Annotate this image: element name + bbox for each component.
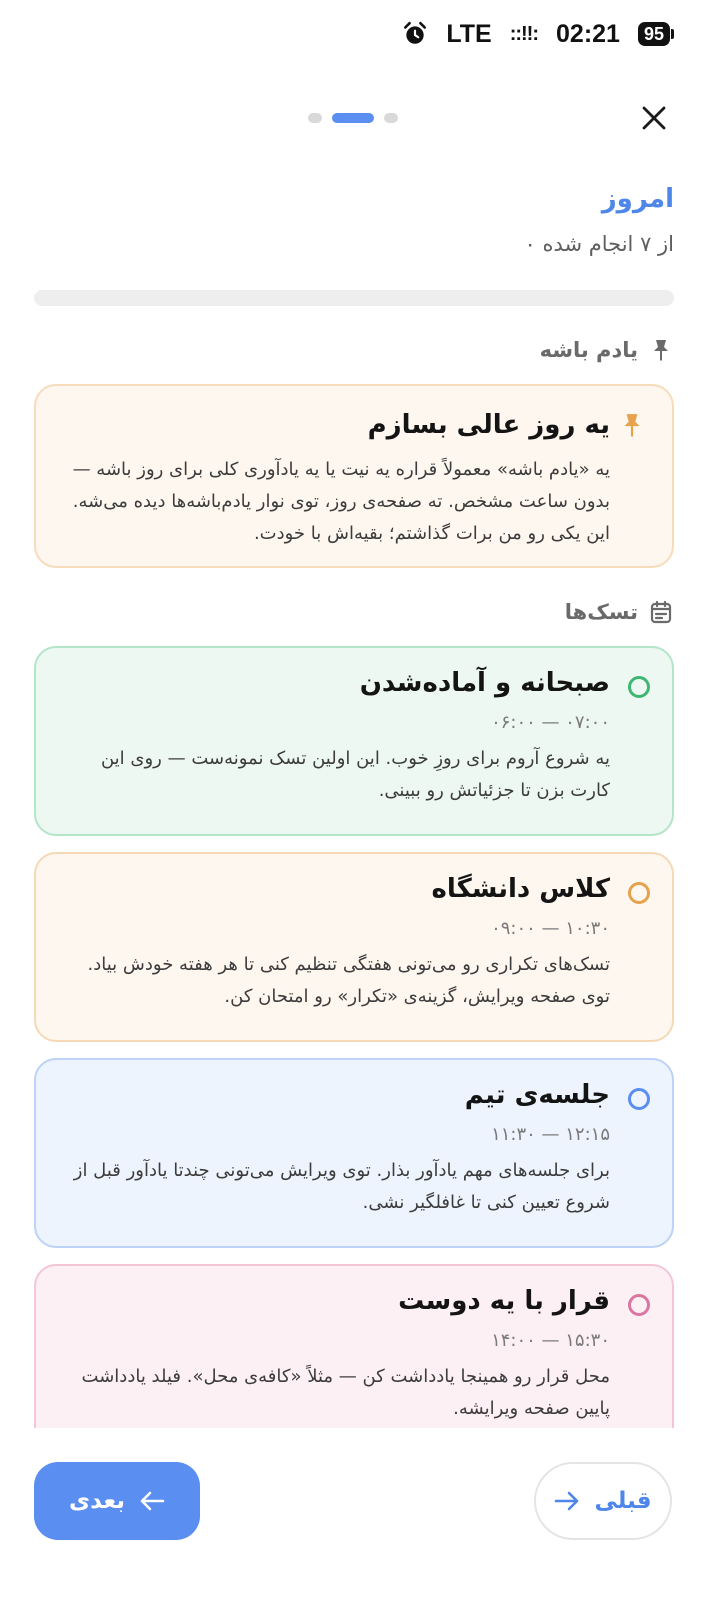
task-card[interactable] bbox=[34, 1264, 674, 1428]
step-indicator bbox=[308, 113, 398, 123]
content-scroll-area[interactable] bbox=[0, 380, 720, 1428]
task-time: ۰۹:۰۰ — ۱۰:۳۰ bbox=[491, 918, 610, 939]
clock: 02:21 bbox=[556, 19, 620, 48]
task-title: کلاس دانشگاه bbox=[431, 874, 610, 904]
network-type: LTE bbox=[446, 19, 492, 48]
pinned-section-label: یادم باشه bbox=[539, 338, 638, 362]
pinned-note-description: یه «یادم باشه» معمولاً قراره یه نیت یا یه یادآوری کلی برای روز باشه — بدون ساعت مشخص. ته صفحه‌ی روز، توی نوار یادم‌باشه‌ها دیده می‌شه. این یکی رو من برات گذاشتم؛ بقیه‌اش با خودت. bbox=[72, 459, 610, 544]
battery-indicator bbox=[638, 22, 674, 46]
pinned-note-card[interactable] bbox=[34, 384, 674, 568]
pinned-section-header bbox=[540, 338, 672, 362]
alarm-clock-icon bbox=[402, 21, 428, 47]
task-time: ۱۱:۳۰ — ۱۲:۱۵ bbox=[491, 1124, 610, 1145]
next-button[interactable] bbox=[34, 1462, 200, 1540]
task-title: صبحانه و آماده‌شدن bbox=[359, 668, 610, 698]
progress-bar bbox=[34, 290, 674, 306]
previous-button-label: قبلی bbox=[594, 1488, 652, 1514]
step-dot bbox=[384, 113, 398, 123]
battery-level: 95 bbox=[638, 22, 670, 46]
tasks-section-label: تسک‌ها bbox=[564, 600, 638, 624]
task-status-circle[interactable] bbox=[628, 882, 650, 904]
arrow-right-icon bbox=[554, 1490, 580, 1512]
task-status-circle[interactable] bbox=[628, 1088, 650, 1110]
close-button[interactable] bbox=[636, 100, 672, 136]
arrow-left-icon bbox=[139, 1490, 165, 1512]
pin-icon bbox=[650, 338, 672, 362]
next-button-label: بعدی bbox=[69, 1488, 125, 1514]
status-bar bbox=[0, 0, 720, 68]
step-dot bbox=[308, 113, 322, 123]
progress-text: ۰ از ۷ انجام شده bbox=[524, 232, 674, 256]
task-status-circle[interactable] bbox=[628, 676, 650, 698]
page-title: امروز bbox=[601, 184, 674, 214]
task-card[interactable] bbox=[34, 1058, 674, 1248]
close-icon bbox=[641, 105, 667, 131]
task-description: تسک‌های تکراری رو می‌تونی هفتگی تنظیم کنی تا هر هفته خودش بیاد. توی صفحه ویرایش، گزینه‌ی «تکرار» رو امتحان کن. bbox=[87, 954, 610, 1007]
task-description: برای جلسه‌های مهم یادآور بذار. توی ویرایش می‌تونی چندتا یادآور قبل از شروع تعیین کنی تا غافلگیر نشی. bbox=[73, 1160, 610, 1213]
task-time: ۰۶:۰۰ — ۰۷:۰۰ bbox=[491, 712, 610, 733]
task-description: یه شروع آروم برای روزِ خوب. این اولین تسک نمونه‌ست — روی این کارت بزن تا جزئیاتش رو ببینی. bbox=[100, 748, 610, 801]
task-description: محل قرار رو همینجا یادداشت کن — مثلاً «کافه‌ی محل». فیلد یادداشت پایین صفحه ویرایشه. bbox=[81, 1366, 610, 1419]
tasks-section-header bbox=[565, 600, 672, 624]
pinned-note-title: یه روز عالی بسازم bbox=[367, 410, 610, 440]
pin-icon bbox=[620, 410, 644, 440]
task-title: جلسه‌ی تیم bbox=[464, 1080, 610, 1110]
step-dot-active bbox=[332, 113, 374, 123]
signal-indicator: ::!!: bbox=[509, 22, 539, 45]
task-card[interactable] bbox=[34, 646, 674, 836]
battery-tip bbox=[671, 29, 674, 39]
task-card[interactable] bbox=[34, 852, 674, 1042]
calendar-icon bbox=[650, 600, 672, 624]
task-time: ۱۴:۰۰ — ۱۵:۳۰ bbox=[491, 1330, 610, 1351]
task-title: قرار با یه دوست bbox=[398, 1286, 610, 1316]
previous-button[interactable] bbox=[534, 1462, 672, 1540]
task-status-circle[interactable] bbox=[628, 1294, 650, 1316]
